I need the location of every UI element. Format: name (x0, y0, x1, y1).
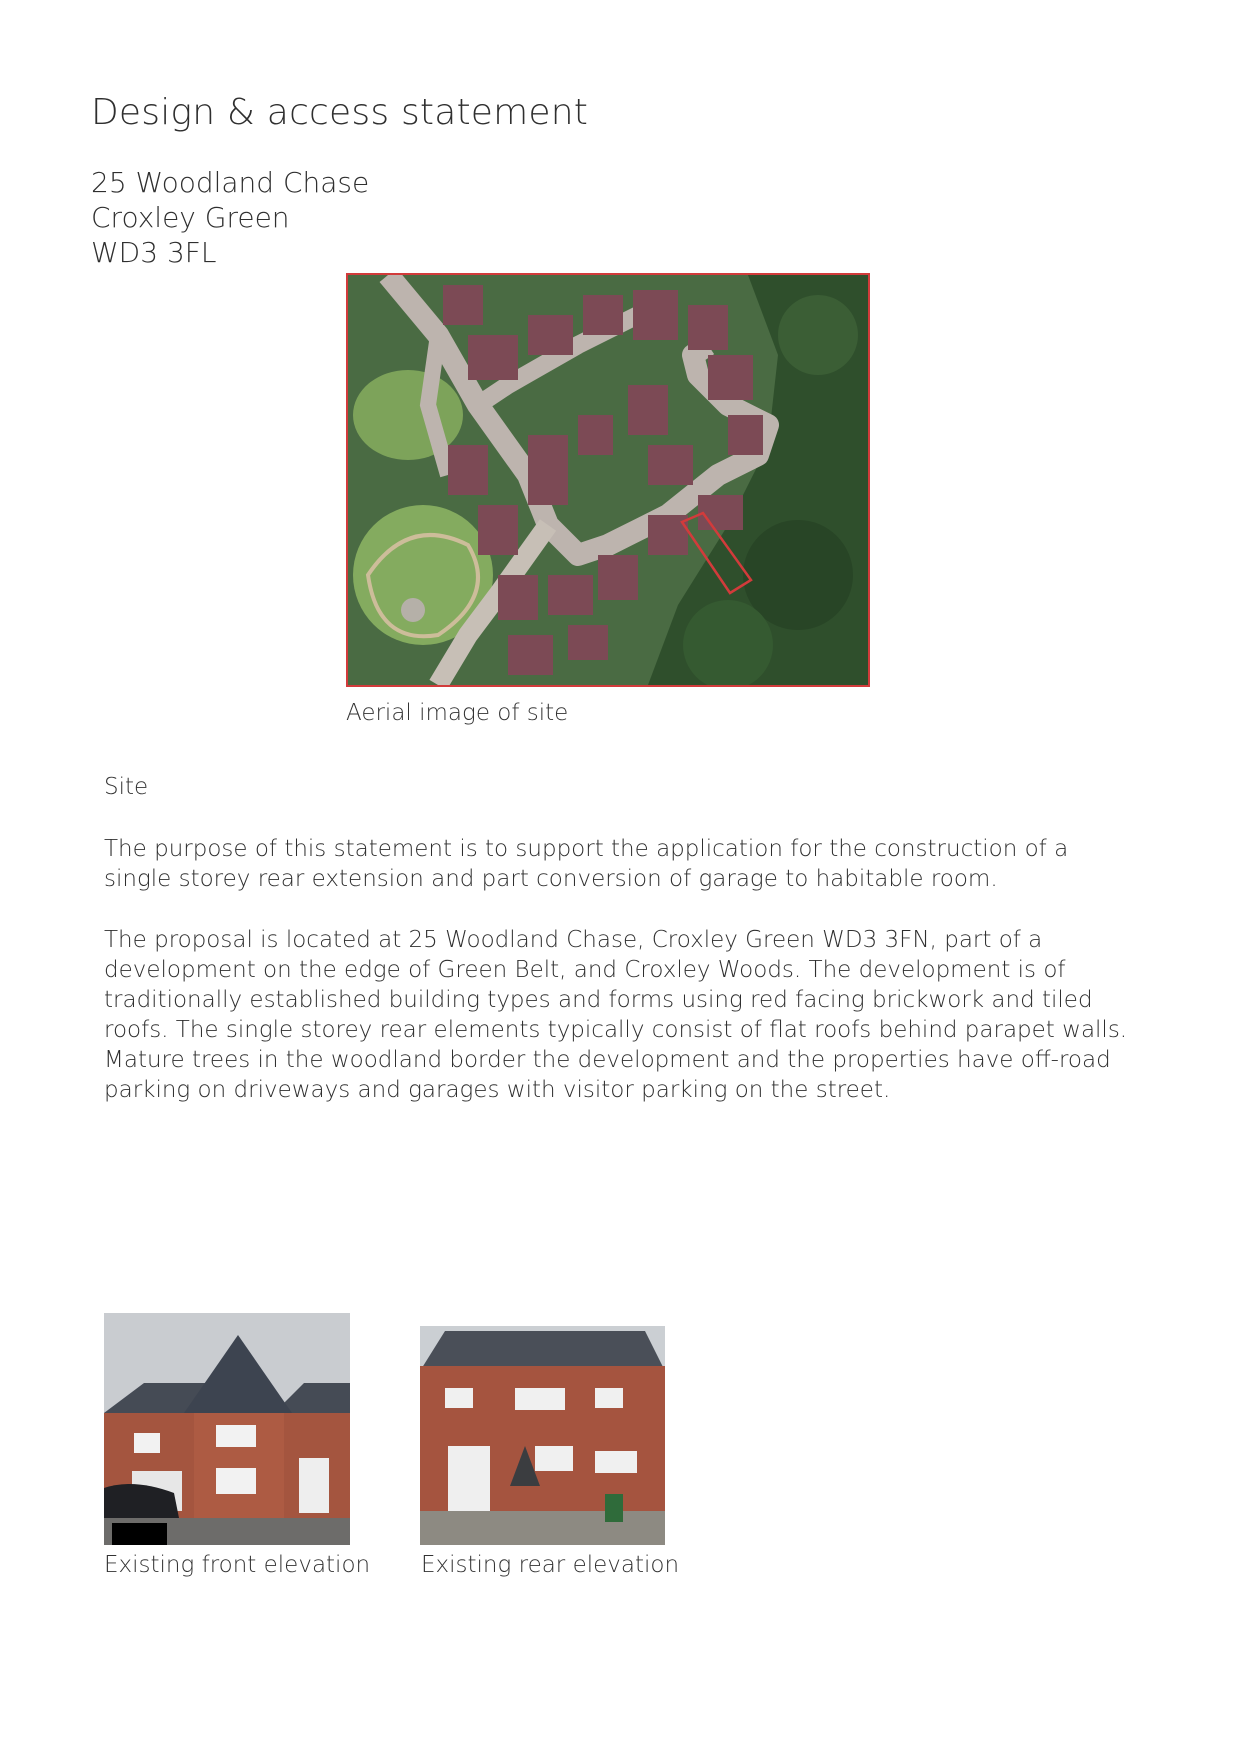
aerial-site-image (346, 273, 870, 687)
section-heading-site: Site (104, 774, 149, 800)
address-line-2: Croxley Green (91, 201, 290, 234)
aerial-map-illustration (348, 275, 868, 685)
aerial-image-caption: Aerial image of site (346, 700, 569, 726)
front-elevation-caption: Existing front elevation (104, 1552, 371, 1578)
rear-house-illustration (420, 1326, 665, 1545)
paragraph-purpose: The purpose of this statement is to support the application for the construction of a single storey rear extension and part conversion of garage to habitable room. (104, 836, 1069, 892)
rear-elevation-caption: Existing rear elevation (421, 1552, 680, 1578)
address-line-1: 25 Woodland Chase (91, 166, 370, 199)
rear-elevation-photo (420, 1326, 665, 1545)
front-house-illustration (104, 1313, 350, 1545)
front-elevation-photo (104, 1313, 350, 1545)
paragraph-location: The proposal is located at 25 Woodland Chase, Croxley Green WD3 3FN, part of a development on the edge of Green Belt, and Croxley Woods. The development is of traditionally established building types and forms using red facing brickwork and tiled roofs. The single storey rear elements typically consist of flat roofs behind parapet walls. Mature trees in the woodland border the development and the properties have off-road parking on driveways and garages with visitor parking on the street. (104, 927, 1128, 1103)
address-line-3: WD3 3FL (91, 236, 217, 269)
page-title: Design & access statement (91, 92, 589, 133)
